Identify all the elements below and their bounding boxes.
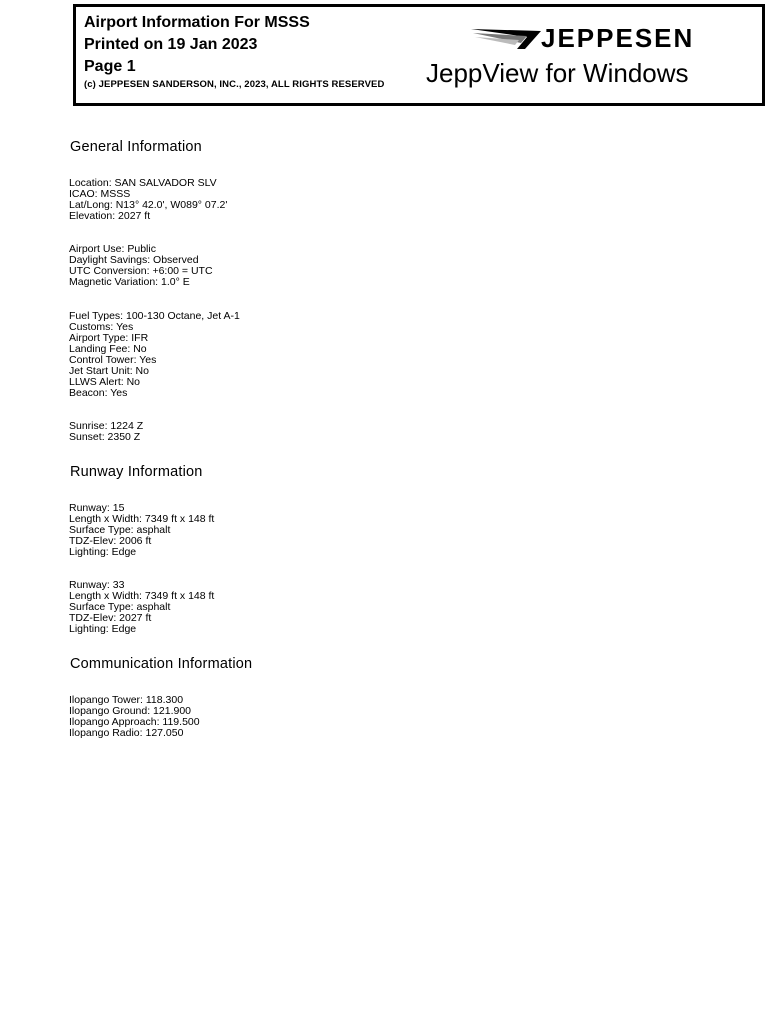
info-line: Landing Fee: No <box>69 343 147 355</box>
info-line: Lighting: Edge <box>69 623 137 635</box>
info-line: Beacon: Yes <box>69 387 128 399</box>
general-information-heading: General Information <box>70 139 202 155</box>
info-line: Surface Type: asphalt <box>69 601 171 613</box>
frequency-fields <box>69 695 200 739</box>
airport-use-fields <box>69 244 213 288</box>
info-line: Length x Width: 7349 ft x 148 ft <box>69 513 215 525</box>
info-line: Customs: Yes <box>69 321 134 333</box>
communication-information-heading: Communication Information <box>70 656 253 672</box>
info-line: TDZ-Elev: 2006 ft <box>69 535 152 547</box>
info-line: Magnetic Variation: 1.0° E <box>69 276 190 288</box>
info-line: Length x Width: 7349 ft x 148 ft <box>69 590 215 602</box>
page-number: Page 1 <box>84 58 136 75</box>
info-line: Lighting: Edge <box>69 546 137 558</box>
info-line: Runway: 33 <box>69 579 125 591</box>
info-line: Ilopango Approach: 119.500 <box>69 716 200 728</box>
info-line: Control Tower: Yes <box>69 354 157 366</box>
document-title: Airport Information For MSSS <box>84 14 310 31</box>
jeppesen-logo <box>471 23 751 53</box>
copyright-notice: (c) JEPPESEN SANDERSON, INC., 2023, ALL RIGHTS RESERVED <box>84 79 385 90</box>
runway-33-fields <box>69 580 214 635</box>
product-name: JeppView for Windows <box>426 58 689 88</box>
info-line: ICAO: MSSS <box>69 188 131 200</box>
info-line: Elevation: 2027 ft <box>69 210 151 222</box>
info-line: Sunrise: 1224 Z <box>69 420 144 432</box>
airport-facility-fields <box>69 311 240 399</box>
info-line: Lat/Long: N13° 42.0', W089° 07.2' <box>69 199 228 211</box>
info-line: Airport Type: IFR <box>69 332 149 344</box>
sun-times-fields <box>69 421 143 443</box>
info-line: Fuel Types: 100-130 Octane, Jet A-1 <box>69 310 240 322</box>
location-fields <box>69 178 227 222</box>
info-line: LLWS Alert: No <box>69 376 140 388</box>
printed-date: Printed on 19 Jan 2023 <box>84 36 258 53</box>
info-line: Daylight Savings: Observed <box>69 254 199 266</box>
info-line: Location: SAN SALVADOR SLV <box>69 177 217 189</box>
info-line: Ilopango Radio: 127.050 <box>69 727 184 739</box>
runway-information-heading: Runway Information <box>70 464 203 480</box>
info-line: UTC Conversion: +6:00 = UTC <box>69 265 213 277</box>
info-line: Ilopango Tower: 118.300 <box>69 694 184 706</box>
info-line: Surface Type: asphalt <box>69 524 171 536</box>
info-line: TDZ-Elev: 2027 ft <box>69 612 152 624</box>
swoosh-icon <box>471 27 543 51</box>
info-line: Jet Start Unit: No <box>69 365 149 377</box>
info-line: Sunset: 2350 Z <box>69 431 141 443</box>
info-line: Ilopango Ground: 121.900 <box>69 705 192 717</box>
runway-15-fields <box>69 503 214 558</box>
logo-wordmark: JEPPESEN <box>541 23 695 53</box>
document-header <box>73 4 765 106</box>
info-line: Runway: 15 <box>69 502 125 514</box>
info-line: Airport Use: Public <box>69 243 156 255</box>
